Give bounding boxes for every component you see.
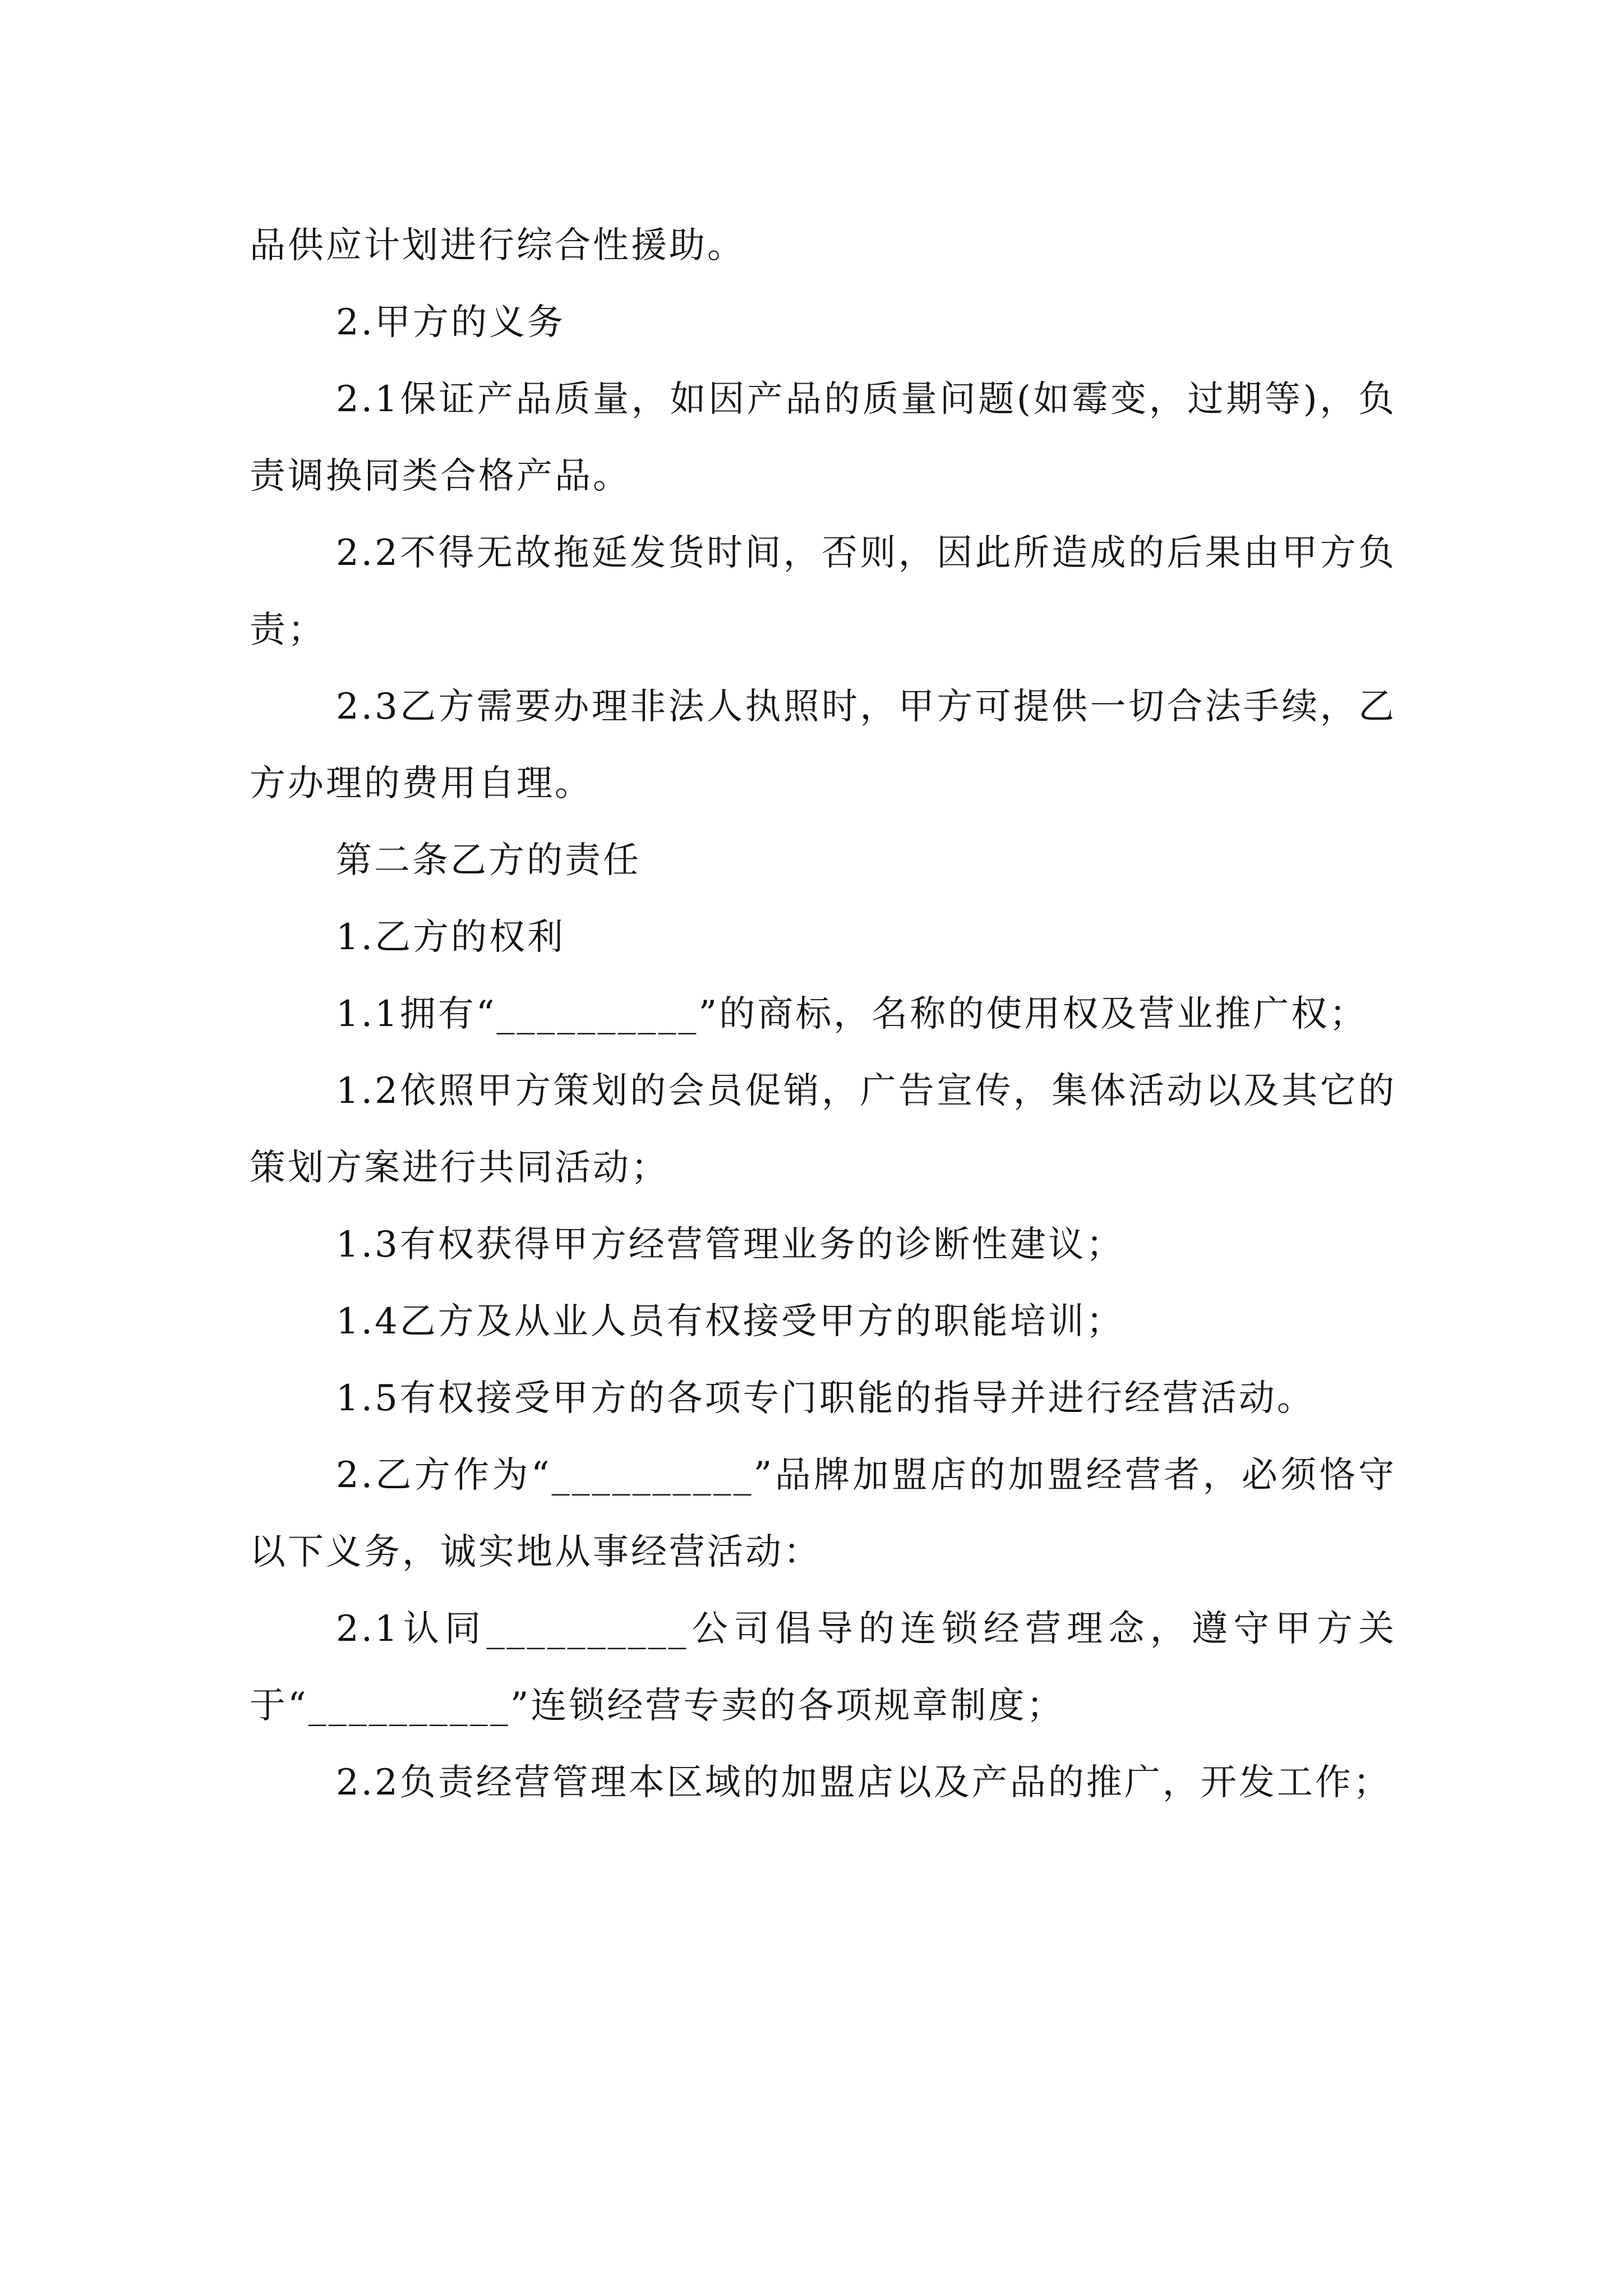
clause: 2.1保证产品质量，如因产品的质量问题(如霉变，过期等)，负责调换同类合格产品。 xyxy=(250,379,1396,497)
paragraph: 品供应计划进行综合性援助。 xyxy=(250,225,745,266)
clause: 2.2不得无故拖延发货时间，否则，因此所造成的后果由甲方负责； xyxy=(250,532,1396,651)
clause: 1.1拥有“__________”的商标，名称的使用权及营业推广权； xyxy=(336,993,1368,1035)
section-heading: 2.乙方作为“__________”品牌加盟店的加盟经营者，必须恪守以下义务，诚实地从事经营活动： xyxy=(250,1455,1396,1573)
clause: 1.5有权接受甲方的各项专门职能的指导并进行经营活动。 xyxy=(336,1378,1315,1419)
clause: 2.3乙方需要办理非法人执照时，甲方可提供一切合法手续，乙方办理的费用自理。 xyxy=(250,686,1396,804)
section-heading: 2.甲方的义务 xyxy=(336,302,566,343)
clause: 2.2负责经营管理本区域的加盟店以及产品的推广，开发工作； xyxy=(336,1762,1391,1803)
article-heading: 第二条乙方的责任 xyxy=(336,840,641,881)
clause: 2.1认同__________公司倡导的连锁经营理念，遵守甲方关于“__________”连锁经营专卖的各项规章制度； xyxy=(250,1608,1396,1727)
clause: 1.4乙方及从业人员有权接受甲方的职能培训； xyxy=(336,1301,1124,1342)
section-heading: 1.乙方的权利 xyxy=(336,917,566,958)
clause: 1.3有权获得甲方经营管理业务的诊断性建议； xyxy=(336,1224,1124,1266)
clause: 1.2依照甲方策划的会员促销，广告宣传，集体活动以及其它的策划方案进行共同活动； xyxy=(250,1070,1396,1189)
document-body xyxy=(250,208,1396,1821)
